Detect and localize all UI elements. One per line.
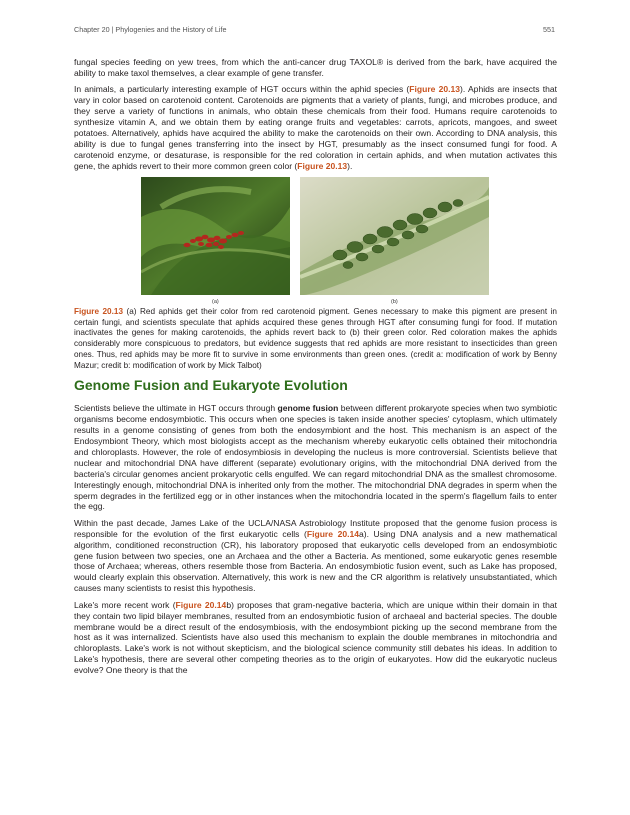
figure-link[interactable]: Figure 20.13 xyxy=(409,84,461,95)
page-body xyxy=(74,57,557,682)
paragraph-3: Scientists believe the ultimate in HGT occurs through genome fusion between different prokaryote species when two symbiotic organisms become endosymbiotic. This occurs when one species is taken inside another species' cytoplasm, which ultimately results in a genome consisting of genes from both the endosymbiont and the host. This mechanism is an aspect of the Endosymbiont Theory, which most biologists accept as the mechanism whereby eukaryotic cells obtained their mitochondria and chloroplasts. However, the role of endosymbiosis in developing the nucleus is more controversial. Scientists believe that nuclear and mitochondrial DNA have different (separate) evolutionary origins, with the mitochondrial DNA derived from the bacteria's circular genomes ancient prokaryotic cells engulfed. We can regard mitochondrial DNA as the smallest chromosome. Interestingly enough, mitochondrial DNA is inherited only from the mother. The mitochondrial DNA degrades in sperm when the sperm degrades in the fertilized egg or in other instances when the mitochondria located in the sperm's flagellum fails to enter the egg. xyxy=(74,403,557,512)
paragraph-1: fungal species feeding on yew trees, from which the anti-cancer drug TAXOL® is derived from the bark, have acquired the ability to make taxol themselves, a clear example of gene transfer. xyxy=(74,57,557,78)
green-aphids-photo xyxy=(300,177,489,295)
paragraph-2: In animals, a particularly interesting example of HGT occurs within the aphid species (Figure 20.13). Aphids are insects that vary in color based on carotenoid content. Carotenoids are pigments that a variety of plants, fungi, and microbes produce, and they serve a variety of functions in animals, who obtain these chemicals from their food. Humans require carotenoids to synthesize vitamin A, and we obtain them by eating orange fruits and vegetables: carrots, apricots, mangoes, and sweet potatoes. Alternatively, aphids have acquired the ability to make the carotenoids on their own. According to DNA analysis, this ability is due to fungal genes transferring into the insect by HGT, presumably as the insect consumed fungi for food. A carotenoid enzyme, or desaturase, is responsible for the red coloration in certain aphids, and when mutation activates this gene, the aphids revert to their more common green color (Figure 20.13). xyxy=(74,84,557,171)
section-heading: Genome Fusion and Eukaryote Evolution xyxy=(74,377,348,394)
panel-label-b: (b) xyxy=(391,299,398,306)
paragraph-4: Within the past decade, James Lake of the UCLA/NASA Astrobiology Institute proposed that the genome fusion process is responsible for the evolution of the first eukaryotic cells (Figure 20.14a). Using DNA analysis and a new mathematical algorithm, conditioned reconstruction (CR), his laboratory proposed that eukaryotic cells developed from an endosymbiotic gene fusion between two species, one an Archaea and the other a Bacteria. As mentioned, some eukaryotic genes resemble those of Archaea; whereas, others resemble those from Bacteria. An endosymbiotic fusion event, such as Lake has proposed, would clearly explain this observation. Alternatively, this work is new and the CR algorithm is relatively unsubstantiated, which causes many scientists to resist this hypothesis. xyxy=(74,517,557,594)
panel-label-a: (a) xyxy=(212,299,219,306)
figure-panel-labels xyxy=(74,297,557,307)
paragraph-5: Lake's more recent work (Figure 20.14b) proposes that gram-negative bacteria, which are unique within their domain in that they contain two lipid bilayer membranes, resulted from an endosymbiotic fusion of archaeal and bacterial species. The double membrane would be a direct result of the endosymbiosis, with the endosymbiont picking up the second membrane from the host as it was internalized. Scientists have also used this mechanism to explain the double membranes in mitochondria and chloroplasts. Lake's work is not without skepticism, and the biological science community still debates his ideas. In addition to Lake's hypothesis, there are several other competing theories as to the origin of eukaryotes. How did the eukaryotic nucleus evolve? One theory is that the xyxy=(74,599,557,676)
chapter-title: Chapter 20 | Phylogenies and the History of Life xyxy=(74,25,227,34)
red-aphids-photo xyxy=(141,177,290,295)
figure-link[interactable]: Figure 20.14 xyxy=(306,528,359,539)
key-term: genome fusion xyxy=(277,403,339,414)
page-number: 551 xyxy=(543,25,555,34)
figure-number: Figure 20.13 xyxy=(74,307,123,317)
figure-20-13 xyxy=(74,177,557,295)
figure-caption: Figure 20.13 (a) Red aphids get their color from red carotenoid pigment. Genes necessary to make this pigment are present in certain fungi, and scientists speculate that aphids acquired these genes through HGT after consuming fungi for food. If mutation inactivates the genes for making carotenoids, the aphids revert back to (b) their green color. Red coloration makes the aphids considerably more conspicuous to predators, but evidence suggests that red aphids are more resistant to insecticides than green ones. Thus, red aphids may be more fit to survive in some environments than green ones. (credit a: modification of work by Benny Mazur; credit b: modification of work by Mick Talbot) xyxy=(74,307,557,370)
figure-link[interactable]: Figure 20.14 xyxy=(175,599,227,610)
running-header xyxy=(74,25,555,37)
figure-link[interactable]: Figure 20.13 xyxy=(297,160,348,171)
